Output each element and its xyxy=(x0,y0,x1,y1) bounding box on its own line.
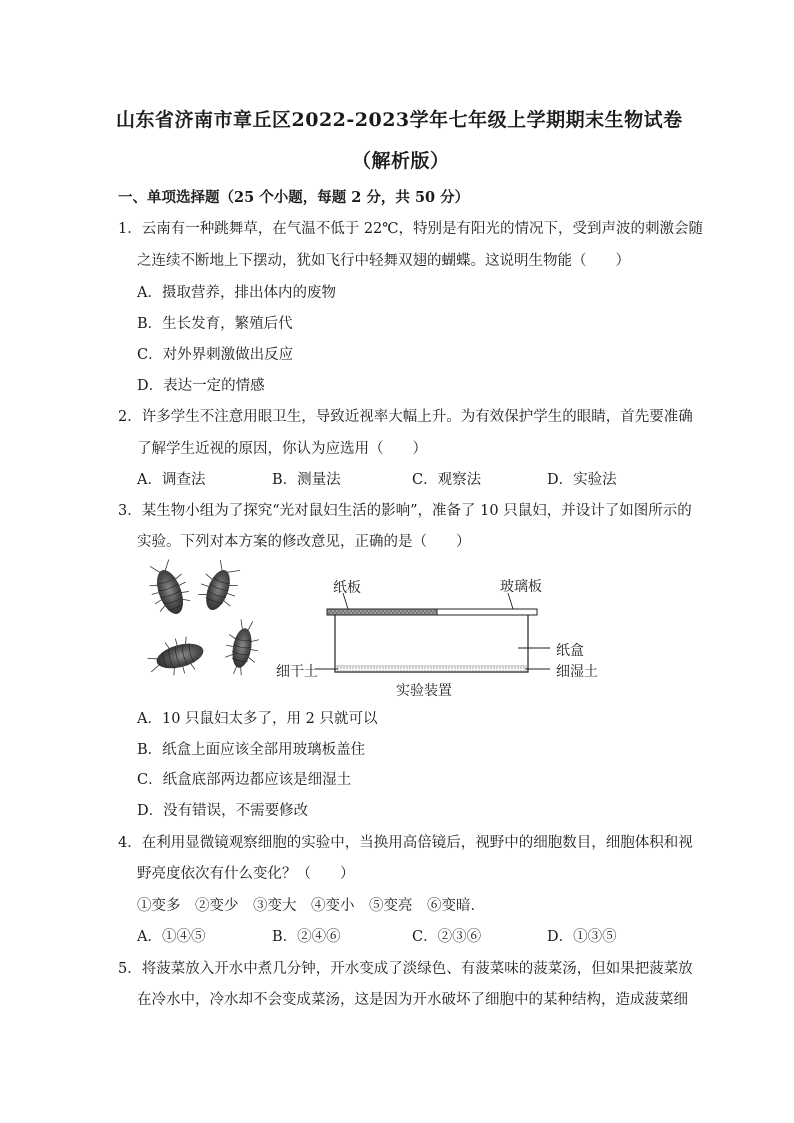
question-3-option-b: B．纸盒上面应该全部用玻璃板盖住 xyxy=(137,742,366,758)
question-3-option-d: D．没有错误，不需要修改 xyxy=(137,803,309,819)
question-3-line-2: 实验。下列对本方案的修改意见，正确的是（ ） xyxy=(137,534,471,550)
label-paper-box: 纸盒 xyxy=(556,643,584,659)
question-4-line-1: 4．在利用显微镜观察细胞的实验中，当换用高倍镜后，视野中的细胞数目，细胞体积和视 xyxy=(118,835,693,851)
question-2-option-d: D．实验法 xyxy=(547,472,617,488)
question-3-option-c: C．纸盒底部两边都应该是细湿土 xyxy=(137,772,352,788)
paper-box xyxy=(335,615,528,672)
question-2-option-c: C．观察法 xyxy=(412,472,482,488)
question-1-option-c: C．对外界刺激做出反应 xyxy=(137,347,294,363)
section-header: 一、单项选择题（25 个小题，每题 2 分，共 50 分） xyxy=(118,189,470,206)
question-5-line-2: 在冷水中，冷水却不会变成菜汤，这是因为开水破坏了细胞中的某种结构，造成菠菜细 xyxy=(137,992,688,1008)
question-5-line-1: 5．将菠菜放入开水中煮几分钟，开水变成了淡绿色、有菠菜味的菠菜汤，但如果把菠菜放 xyxy=(118,961,693,977)
question-2-line-2: 了解学生近视的原因，你认为应选用（ ） xyxy=(137,441,427,457)
question-4-line-2: 野亮度依次有什么变化？（ ） xyxy=(137,866,355,882)
question-2-option-a: A．调查法 xyxy=(137,472,206,488)
soil-layer xyxy=(336,666,527,671)
question-3-line-1: 3．某生物小组为了探究“光对鼠妇生活的影响”，准备了 10 只鼠妇，并设计了如图所示的 xyxy=(118,503,692,519)
question-1-option-a: A．摄取营养，排出体内的废物 xyxy=(137,285,336,301)
label-wet-soil: 细湿土 xyxy=(556,664,598,680)
question-2-line-1: 2．许多学生不注意用眼卫生，导致近视率大幅上升。为有效保护学生的眼睛，首先要准确 xyxy=(118,409,693,425)
question-1-line-2: 之连续不断地上下摆动，犹如飞行中轻舞双翅的蝴蝶。这说明生物能（ ） xyxy=(137,253,630,269)
question-4-changes: ①变多 ②变少 ③变大 ④变小 ⑤变亮 ⑥变暗． xyxy=(137,898,485,914)
question-1-option-d: D．表达一定的情感 xyxy=(137,378,265,394)
question-2-option-b: B．测量法 xyxy=(272,472,341,488)
question-1-line-1: 1．云南有一种跳舞草，在气温不低于 22℃，特别是有阳光的情况下，受到声波的刺激会随 xyxy=(118,221,704,237)
label-dry-soil: 细干土 xyxy=(276,664,318,680)
question-4-option-d: D．①③⑤ xyxy=(547,929,617,945)
question-4-option-b: B．②④⑥ xyxy=(272,929,341,945)
figure-caption: 实验装置 xyxy=(396,683,452,699)
question-1-option-b: B．生长发育，繁殖后代 xyxy=(137,316,293,332)
question-3-option-a: A．10 只鼠妇太多了，用 2 只就可以 xyxy=(137,711,378,727)
glass-board xyxy=(437,609,537,615)
question-4-option-c: C．②③⑥ xyxy=(412,929,482,945)
page-title: 山东省济南市章丘区2022-2023学年七年级上学期期末生物试卷 xyxy=(116,109,683,131)
question-4-option-a: A．①④⑤ xyxy=(137,929,206,945)
paper-board xyxy=(327,609,437,615)
page-subtitle: （解析版） xyxy=(352,150,450,172)
woodlouse-illustration xyxy=(138,558,278,690)
label-paper-board: 纸板 xyxy=(333,580,361,596)
label-glass-board: 玻璃板 xyxy=(500,579,542,595)
